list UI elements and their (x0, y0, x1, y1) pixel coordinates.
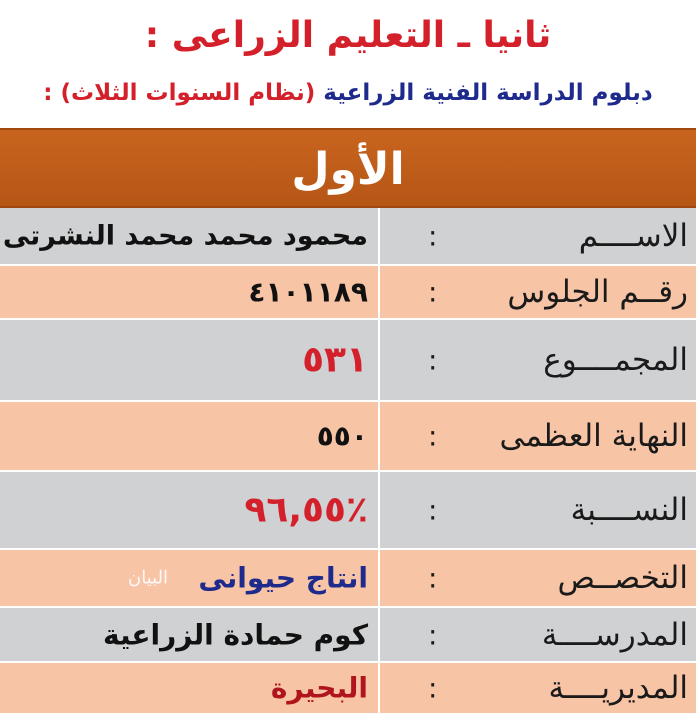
colon: : (428, 493, 438, 527)
total-score: ٥٣١ (302, 339, 368, 381)
rank-banner: الأول (0, 128, 696, 208)
value-cell (0, 402, 378, 470)
colon: : (428, 219, 438, 253)
label-cell (378, 550, 696, 606)
value-cell (0, 266, 378, 318)
row-school (0, 608, 696, 663)
seat-number: ٤١٠١١٨٩ (248, 275, 368, 309)
subtitle-system: (نظام السنوات الثلاث) : (43, 80, 316, 106)
row-directorate (0, 663, 696, 715)
percentage: ٪٩٦,٥٥ (244, 489, 368, 531)
row-total (0, 320, 696, 402)
value-cell (0, 663, 378, 713)
field-label: المديريــــة (548, 670, 688, 706)
directorate: البحيرة (270, 671, 368, 705)
value-cell (0, 472, 378, 548)
field-label: التخصــص (557, 560, 688, 596)
colon: : (428, 561, 438, 595)
field-label: الاســــم (578, 218, 688, 254)
label-cell (378, 663, 696, 713)
row-name (0, 208, 696, 266)
row-percentage (0, 472, 696, 550)
label-cell (378, 472, 696, 548)
label-cell (378, 208, 696, 264)
colon: : (428, 343, 438, 377)
section-title: ثانيا ـ التعليم الزراعى : (144, 15, 552, 56)
field-label: المدرســــة (541, 616, 688, 653)
value-cell (0, 608, 378, 661)
max-score: ٥٥٠ (316, 419, 368, 453)
school-name: كوم حمادة الزراعية (102, 618, 368, 651)
field-label: النســــبة (570, 492, 688, 528)
colon: : (428, 671, 438, 705)
label-cell (378, 608, 696, 661)
row-max-score (0, 402, 696, 472)
student-info-table (0, 208, 696, 715)
row-specialization (0, 550, 696, 608)
student-name: محمود محمد محمد النشرتى (2, 220, 368, 252)
value-cell (0, 320, 378, 400)
specialization: انتاج حيوانى (198, 561, 368, 595)
colon: : (428, 419, 438, 453)
value-cell (0, 550, 378, 606)
field-label: المجمــــوع (543, 342, 688, 378)
subtitle-main: دبلوم الدراسة الفنية الزراعية (323, 80, 653, 106)
field-label: رقــم الجلوس (507, 274, 688, 310)
section-subtitle (0, 68, 696, 118)
colon: : (428, 618, 438, 651)
colon: : (428, 275, 438, 309)
label-cell (378, 320, 696, 400)
value-cell (0, 208, 378, 264)
watermark-logo: البيان (128, 567, 169, 589)
label-cell (378, 266, 696, 318)
field-label: النهاية العظمى (499, 418, 688, 454)
label-cell (378, 402, 696, 470)
row-seat-number (0, 266, 696, 320)
